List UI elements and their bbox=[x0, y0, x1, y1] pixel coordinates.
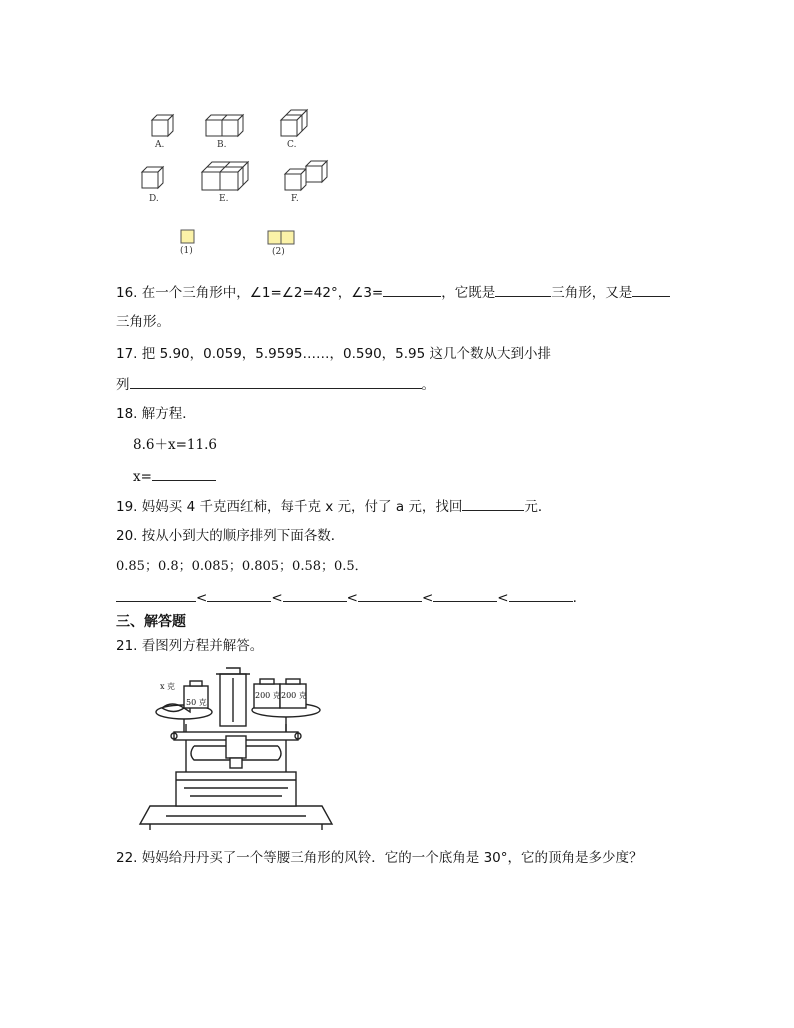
view-2-square-a bbox=[268, 231, 281, 244]
question-22 bbox=[116, 848, 643, 868]
question-18 bbox=[116, 404, 196, 424]
scale-weight-right-label-1: 200 克 bbox=[255, 691, 281, 700]
q18-number: 18. bbox=[116, 406, 138, 422]
cube-options-figure bbox=[130, 100, 370, 270]
scale-weight-right-label-2: 200 克 bbox=[281, 691, 307, 700]
cube-option-b bbox=[206, 115, 243, 136]
label-b: B. bbox=[217, 140, 227, 150]
q20-end: . bbox=[572, 590, 577, 606]
q20-lt-2: < bbox=[271, 590, 283, 606]
label-f: F. bbox=[291, 194, 299, 204]
q16-answer-blank-1[interactable] bbox=[383, 282, 441, 297]
q21-number: 21. bbox=[116, 638, 138, 654]
label-view-2: (2) bbox=[272, 247, 285, 257]
q20-blank-3[interactable] bbox=[283, 587, 347, 602]
q21-text: 看图列方程并解答。 bbox=[141, 638, 264, 654]
label-a: A. bbox=[155, 140, 165, 150]
q20-number: 20. bbox=[116, 528, 138, 544]
section-title-3: 三、解答题 bbox=[116, 614, 186, 630]
question-17-cont bbox=[116, 374, 435, 395]
q16-number: 16. bbox=[116, 285, 138, 301]
q16-text-d: 三角形。 bbox=[116, 314, 170, 330]
q20-lt-1: < bbox=[196, 590, 208, 606]
q22-number: 22. bbox=[116, 850, 138, 866]
q20-text: 按从小到大的顺序排列下面各数． bbox=[141, 528, 345, 544]
q16-answer-blank-2[interactable] bbox=[495, 282, 551, 297]
question-19 bbox=[116, 496, 551, 517]
q16-answer-blank-3[interactable] bbox=[632, 282, 670, 297]
q17-text-c: 。 bbox=[421, 377, 435, 393]
question-16-cont bbox=[116, 312, 170, 332]
view-2-square-b bbox=[281, 231, 294, 244]
q19-number: 19. bbox=[116, 499, 138, 515]
q20-lt-5: < bbox=[497, 590, 509, 606]
q16-text-b: ，它既是 bbox=[441, 285, 496, 301]
question-16 bbox=[116, 282, 670, 303]
cube-option-c bbox=[281, 110, 307, 136]
q17-text-b: 列 bbox=[116, 377, 130, 393]
q20-lt-3: < bbox=[346, 590, 358, 606]
view-1-square bbox=[181, 230, 194, 243]
label-e: E. bbox=[219, 194, 229, 204]
q20-blank-2[interactable] bbox=[207, 587, 271, 602]
label-c: C. bbox=[287, 140, 297, 150]
question-20 bbox=[116, 526, 344, 546]
q19-answer-blank[interactable] bbox=[462, 496, 524, 511]
q16-text-c: 三角形，又是 bbox=[551, 285, 633, 301]
q17-text-a: 把 5.90，0.059，5.9595……，0.590，5.95 这几个数从大到小排 bbox=[141, 346, 552, 362]
q20-blank-1[interactable] bbox=[116, 587, 196, 602]
q20-blank-5[interactable] bbox=[433, 587, 497, 602]
scale-base-bottom bbox=[140, 806, 332, 824]
q17-answer-blank[interactable] bbox=[130, 374, 422, 389]
q18-answer-prefix: x= bbox=[133, 469, 152, 485]
label-view-1: (1) bbox=[180, 246, 193, 256]
q18-text: 解方程． bbox=[141, 406, 196, 422]
scale-weight-left-label: 50 克 bbox=[186, 698, 207, 707]
cube-option-a bbox=[152, 115, 173, 136]
q18-answer-line bbox=[133, 466, 216, 487]
q20-lt-4: < bbox=[421, 590, 434, 606]
question-17 bbox=[116, 344, 551, 364]
q17-number: 17. bbox=[116, 346, 138, 362]
q19-text-b: 元． bbox=[524, 499, 552, 515]
q18-equation: 8.6＋x=11.6 bbox=[133, 437, 217, 453]
cube-option-d bbox=[142, 167, 163, 188]
scale-base-body bbox=[176, 772, 296, 806]
cube-option-e bbox=[202, 162, 248, 190]
question-21 bbox=[116, 636, 263, 656]
q20-numbers: 0.85；0.8；0.085；0.805；0.58；0.5． bbox=[116, 559, 368, 574]
q18-answer-blank[interactable] bbox=[152, 466, 216, 481]
q20-answer-row bbox=[116, 587, 577, 608]
label-d: D. bbox=[149, 194, 159, 204]
q20-blank-4[interactable] bbox=[358, 587, 422, 602]
q22-text: 妈妈给丹丹买了一个等腰三角形的风铃．它的一个底角是 30°，它的顶角是多少度？ bbox=[141, 850, 643, 866]
q16-text-a: 在一个三角形中，∠1=∠2=42°，∠3= bbox=[141, 285, 384, 301]
view-shapes bbox=[181, 230, 294, 244]
q20-blank-6[interactable] bbox=[509, 587, 573, 602]
cube-option-f bbox=[285, 161, 327, 190]
scale-x-label: x 克 bbox=[160, 682, 176, 691]
q19-text-a: 妈妈买 4 千克西红柿，每千克 x 元，付了 a 元，找回 bbox=[141, 499, 463, 515]
